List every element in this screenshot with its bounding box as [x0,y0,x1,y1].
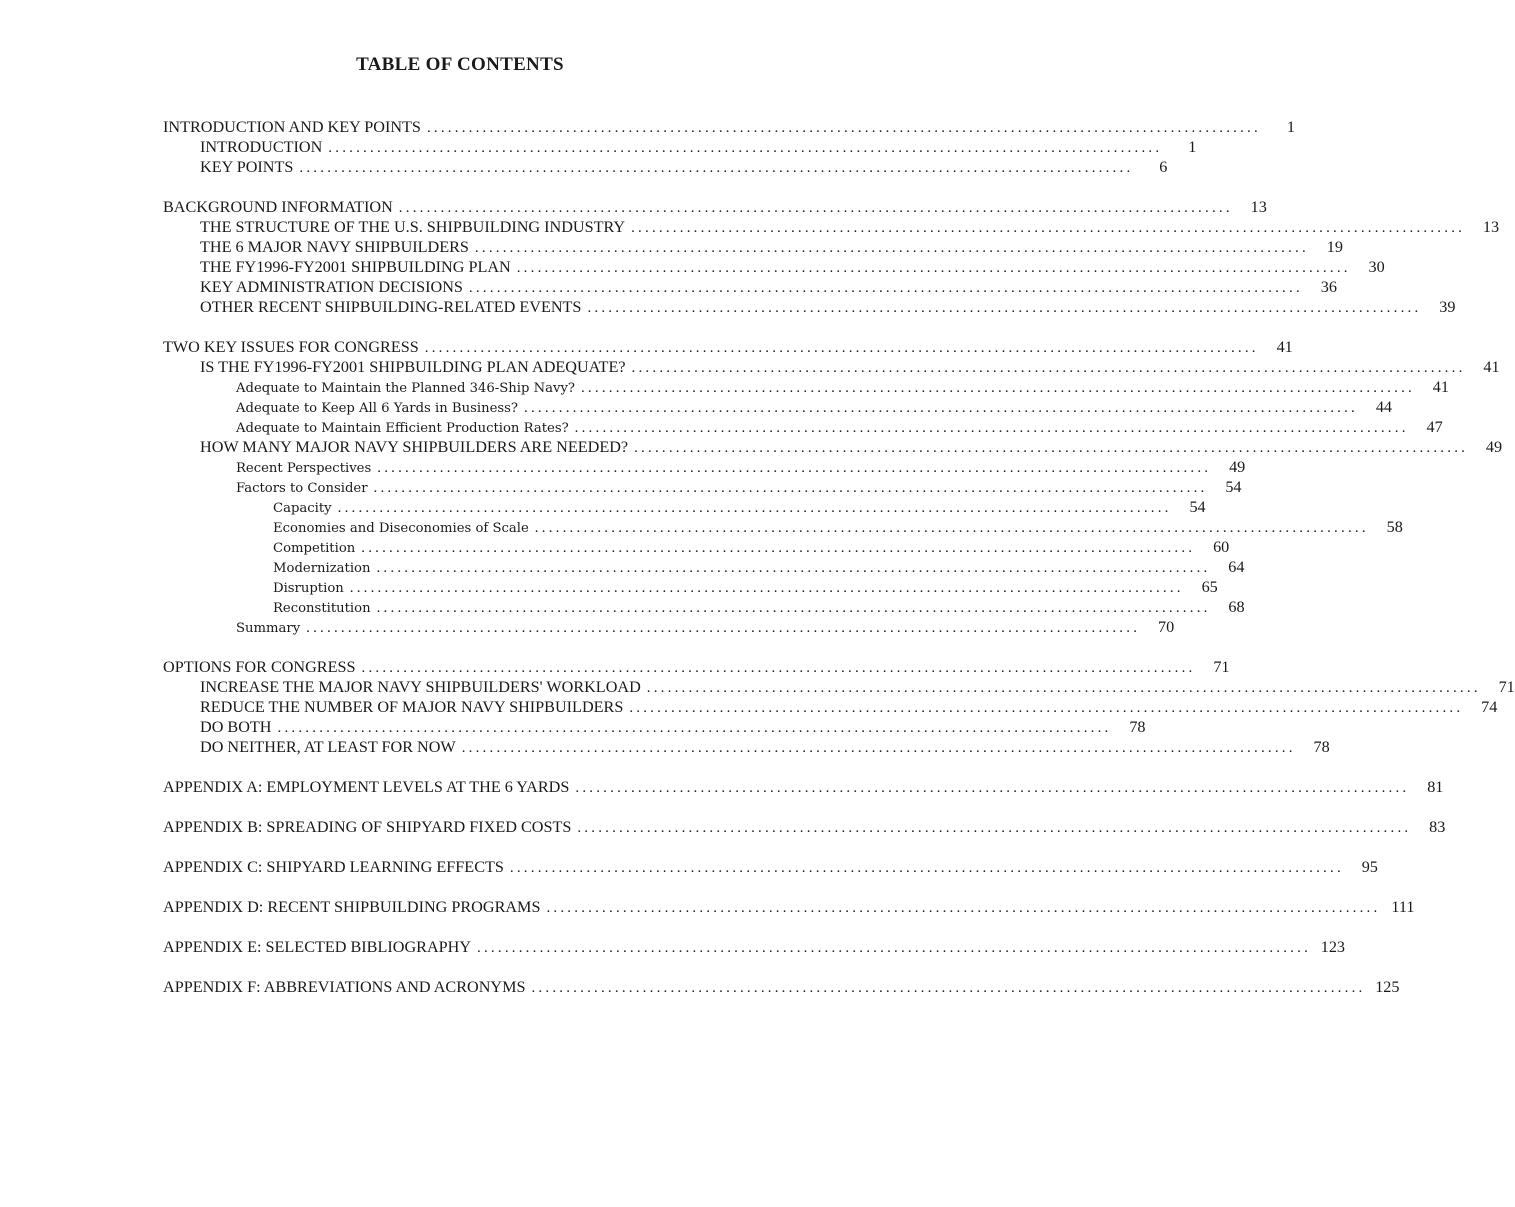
dot-leader: ........................................................................................................................ [587,300,1422,316]
toc-entry-page-number: 71 [1498,678,1515,696]
dot-leader: ........................................................................................................................ [424,340,1259,356]
dot-leader: ........................................................................................................................ [516,260,1351,276]
toc-entry-page-number: 39 [1439,298,1456,316]
dot-leader: ........................................................................................................................ [373,480,1208,496]
toc-entry[interactable] [163,497,1206,517]
toc-entry-page-number: 6 [1159,158,1168,176]
toc-entry-label: OPTIONS FOR CONGRESS [163,658,356,676]
toc-entry-label: THE 6 MAJOR NAVY SHIPBUILDERS [200,238,469,256]
toc-entry-label: KEY ADMINISTRATION DECISIONS [200,278,463,296]
toc-entry[interactable] [163,517,1403,537]
toc-entry[interactable] [163,617,1175,637]
toc-entry-page-number: 19 [1326,238,1343,256]
toc-entry-page-number: 83 [1429,818,1446,836]
toc-entry[interactable] [163,557,1245,577]
dot-leader: ........................................................................................................................ [524,400,1358,416]
toc-section [163,857,1378,877]
toc-entry-label: APPENDIX A: EMPLOYMENT LEVELS AT THE 6 YARDS [163,778,570,796]
dot-leader: ........................................................................................................................ [546,900,1381,916]
toc-entry-label: REDUCE THE NUMBER OF MAJOR NAVY SHIPBUILDERS [200,698,624,716]
toc-section [163,937,1346,957]
toc-entry-label: APPENDIX D: RECENT SHIPBUILDING PROGRAMS [163,898,541,916]
toc-entry[interactable] [163,597,1245,617]
dot-leader: ........................................................................................................................ [577,820,1412,836]
dot-leader: ........................................................................................................................ [477,940,1312,956]
toc-entry[interactable] [163,437,1503,457]
toc-section [163,197,1500,317]
toc-entry-label: INTRODUCTION [200,138,323,156]
dot-leader: ........................................................................................................................ [468,280,1303,296]
dot-leader: ........................................................................................................................ [337,500,1172,516]
toc-entry-page-number: 30 [1368,258,1385,276]
toc-entry-page-number: 65 [1201,578,1218,596]
toc-entry-label: HOW MANY MAJOR NAVY SHIPBUILDERS ARE NEEDED? [200,438,629,456]
dot-leader: ........................................................................................................................ [376,560,1211,576]
dot-leader: ........................................................................................................................ [361,540,1196,556]
toc-entry-page-number: 1 [1188,138,1197,156]
toc-entry-label: Modernization [273,561,371,576]
dot-leader: ........................................................................................................................ [631,360,1466,376]
dot-leader: ........................................................................................................................ [306,620,1141,636]
dot-leader: ........................................................................................................................ [629,700,1464,716]
toc-entry-label: Adequate to Maintain the Planned 346-Ship Navy? [236,381,575,396]
dot-leader: ........................................................................................................................ [531,980,1366,996]
toc-entry-page-number: 64 [1228,558,1245,576]
toc-entry-page-number: 70 [1157,618,1175,636]
toc-entry[interactable] [163,697,1498,717]
dot-leader: ........................................................................................................................ [631,220,1466,236]
toc-entry-label: APPENDIX E: SELECTED BIBLIOGRAPHY [163,938,472,956]
toc-entry[interactable] [163,977,1400,997]
toc-entry-label: Recent Perspectives [236,461,372,476]
toc-entry[interactable] [163,857,1378,877]
toc-entry-label: Disruption [273,581,344,596]
toc-entry-label: THE STRUCTURE OF THE U.S. SHIPBUILDING INDUSTRY [200,218,626,236]
toc-entry[interactable] [163,397,1392,417]
dot-leader: ........................................................................................................................ [509,860,1344,876]
toc-entry-page-number: 36 [1320,278,1337,296]
page-title: TABLE OF CONTENTS [356,54,564,75]
dot-leader: ........................................................................................................................ [376,600,1211,616]
toc-entry-label: DO NEITHER, AT LEAST FOR NOW [200,738,456,756]
toc-entry-page-number: 54 [1189,498,1206,516]
dot-leader: ........................................................................................................................ [474,240,1309,256]
toc-entry[interactable] [163,537,1230,557]
toc-entry-page-number: 49 [1229,458,1246,476]
dot-leader: ........................................................................................................................ [398,200,1233,216]
toc-entry[interactable] [163,417,1443,437]
toc-entry-page-number: 78 [1313,738,1330,756]
toc-entry[interactable] [163,277,1337,297]
toc-entry-page-number: 1 [1286,118,1295,136]
dot-leader: ........................................................................................................................ [328,140,1163,156]
toc-entry-page-number: 125 [1375,978,1400,996]
dot-leader: ........................................................................................................................ [575,780,1410,796]
dot-leader: ........................................................................................................................ [377,460,1212,476]
toc-entry-label: Economies and Diseconomies of Scale [273,521,529,536]
toc-entry[interactable] [163,297,1456,317]
dot-leader: ........................................................................................................................ [349,580,1184,596]
toc-entry[interactable] [163,777,1444,797]
toc-entry-page-number: 68 [1228,598,1245,616]
dot-leader: ........................................................................................................................ [646,680,1481,696]
dot-leader: ........................................................................................................................ [277,720,1112,736]
toc-entry-label: KEY POINTS [200,158,294,176]
toc-section [163,977,1400,997]
toc-entry-label: APPENDIX B: SPREADING OF SHIPYARD FIXED COSTS [163,818,572,836]
toc-entry-page-number: 71 [1213,658,1230,676]
toc-entry-label: Adequate to Maintain Efficient Production Rates? [236,421,569,436]
toc-entry[interactable] [163,577,1218,597]
toc-entry-label: APPENDIX F: ABBREVIATIONS AND ACRONYMS [163,978,526,996]
toc-entry-page-number: 13 [1482,218,1500,236]
toc-entry-label: Reconstitution [273,601,371,616]
toc-entry[interactable] [163,217,1500,237]
dot-leader: ........................................................................................................................ [534,520,1369,536]
toc-entry-page-number: 111 [1391,898,1415,916]
toc-entry[interactable] [163,157,1168,177]
toc-entry[interactable] [163,117,1295,137]
toc-entry[interactable] [163,197,1267,217]
toc-entry-page-number: 74 [1481,698,1498,716]
toc-entry-label: TWO KEY ISSUES FOR CONGRESS [163,338,419,356]
dot-leader: ........................................................................................................................ [580,380,1415,396]
toc-entry[interactable] [163,737,1330,757]
dot-leader: ........................................................................................................................ [634,440,1469,456]
toc-entry[interactable] [163,677,1515,697]
dot-leader: ........................................................................................................................ [299,160,1134,176]
toc-entry-label: INTRODUCTION AND KEY POINTS [163,118,421,136]
dot-leader: ........................................................................................................................ [461,740,1296,756]
dot-leader: ........................................................................................................................ [361,660,1196,676]
toc-entry-page-number: 123 [1320,938,1346,956]
toc-entry-page-number: 58 [1386,518,1403,536]
toc-entry[interactable] [163,817,1446,837]
toc-entry-page-number: 78 [1129,718,1146,736]
toc-entry-label: THE FY1996-FY2001 SHIPBUILDING PLAN [200,258,511,276]
toc-entry[interactable] [163,937,1346,957]
toc-entry-label: DO BOTH [200,718,272,736]
toc-entry-label: Summary [236,621,301,636]
toc-entry-page-number: 47 [1426,418,1443,436]
toc-entry-page-number: 49 [1485,438,1503,456]
toc-section [163,337,1503,637]
dot-leader: ........................................................................................................................ [426,120,1261,136]
toc-section [163,117,1295,177]
toc-entry-page-number: 54 [1225,478,1242,496]
toc-entry-label: Factors to Consider [236,481,368,496]
toc-entry-page-number: 60 [1213,538,1230,556]
table-of-contents [163,117,1515,1017]
toc-entry[interactable] [163,237,1343,257]
toc-entry[interactable] [163,337,1293,357]
toc-entry-label: Competition [273,541,356,556]
toc-entry-label: IS THE FY1996-FY2001 SHIPBUILDING PLAN ADEQUATE? [200,358,626,376]
toc-entry-page-number: 95 [1361,858,1378,876]
toc-entry-label: BACKGROUND INFORMATION [163,198,393,216]
toc-entry[interactable] [163,137,1197,157]
toc-section [163,657,1515,757]
toc-entry-page-number: 41 [1483,358,1500,376]
toc-entry[interactable] [163,897,1415,917]
toc-section [163,817,1446,837]
toc-entry[interactable] [163,657,1230,677]
toc-entry-label: OTHER RECENT SHIPBUILDING-RELATED EVENTS [200,298,582,316]
toc-entry-page-number: 41 [1432,378,1449,396]
toc-entry-label: APPENDIX C: SHIPYARD LEARNING EFFECTS [163,858,504,876]
toc-section [163,777,1444,797]
toc-entry[interactable] [163,457,1246,477]
toc-entry-label: INCREASE THE MAJOR NAVY SHIPBUILDERS' WORKLOAD [200,678,641,696]
toc-entry-label: Capacity [273,501,332,516]
toc-entry-page-number: 81 [1427,778,1444,796]
toc-entry[interactable] [163,357,1500,377]
toc-entry[interactable] [163,257,1385,277]
toc-entry-page-number: 13 [1250,198,1267,216]
toc-entry-label: Adequate to Keep All 6 Yards in Business? [236,401,518,416]
toc-entry-page-number: 44 [1375,398,1392,416]
toc-entry[interactable] [163,717,1146,737]
toc-entry-page-number: 41 [1276,338,1293,356]
dot-leader: ........................................................................................................................ [574,420,1409,436]
toc-entry[interactable] [163,477,1242,497]
toc-entry[interactable] [163,377,1449,397]
toc-section [163,897,1415,917]
